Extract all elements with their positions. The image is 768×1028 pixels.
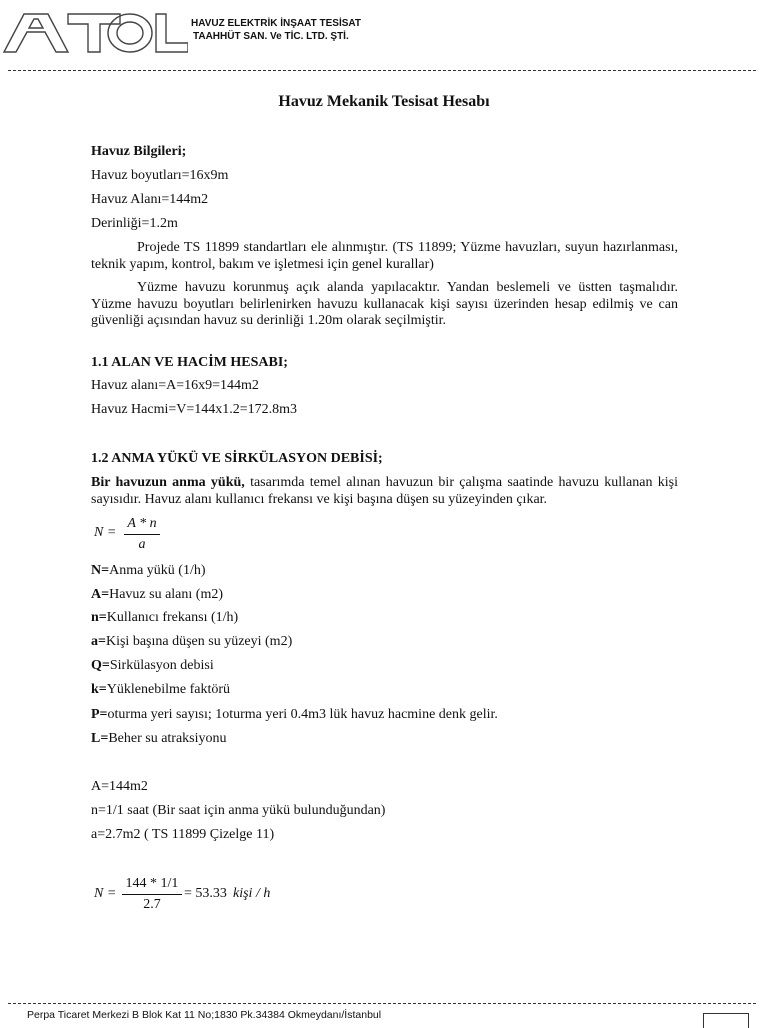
design-paragraph: Yüzme havuzu korunmuş açık alanda yapılacaktır. Yandan beslemeli ve üstten taşmalıdır. Yüzme havuzu boyutları belirlenirken havuzu kullanacak kişi sayısı üzerinden hesap edilmiş ve can güvenliği açısından havuz su derinliği 1.20m olarak seçilmiştir. [91,280,678,328]
nominal-load-formula [94,517,174,557]
formula-numerator: A * n [127,516,157,531]
company-name-line1: HAVUZ ELEKTRİK İNŞAAT TESİSAT [191,18,361,29]
page-number-box [703,1013,749,1028]
pool-depth: Derinliği=1.2m [91,216,178,231]
definition-text: Beher su atraksiyonu [108,731,227,746]
section-1-1-heading: 1.1 ALAN VE HACİM HESABI; [91,355,288,370]
given-value: n=1/1 saat (Bir saat için anma yükü bulunduğundan) [91,803,386,818]
definition-symbol: Q= [91,658,110,673]
pool-area: Havuz Alanı=144m2 [91,192,209,207]
formula-fraction [122,876,182,913]
formula-lhs: N = [94,886,117,901]
company-logo [2,10,188,59]
definition-symbol: N= [91,563,110,578]
document-title: Havuz Mekanik Tesisat Hesabı [278,93,490,110]
page-header [0,0,768,60]
section-1-2-heading: 1.2 ANMA YÜKÜ VE SİRKÜLASYON DEBİSİ; [91,451,383,466]
definition-item [91,707,498,723]
definition-symbol: L= [91,731,109,746]
definition-text: Sirkülasyon debisi [109,658,214,673]
formula-result: = 53.33 [184,886,227,901]
nominal-load-definition: tasarımda temel alınan havuzun bir çalışma saatinde havuzu kullanan kişi sayısıdır. Havuz alanı kullanıcı frekansı ve kişi başına düşen su yüzeyinden çıkar. [91,475,678,507]
definition-text: Havuz su alanı (m2) [109,587,224,602]
definition-text: Anma yükü (1/h) [109,563,206,578]
standards-paragraph: Projede TS 11899 standartları ele alınmıştır. (TS 11899; Yüzme havuzları, suyun hazırlanması, teknik yapım, kontrol, bakım ve işletmesi için genel kurallar) [91,240,678,272]
definition-item [91,658,214,674]
formula-numerator: 144 * 1/1 [125,876,179,891]
formula-result-unit: kişi / h [233,886,271,901]
formula-lhs: N = [94,525,117,540]
nominal-load-result-formula [94,877,314,919]
fraction-bar [124,534,160,535]
given-value: A=144m2 [91,779,148,794]
definition-symbol: A= [91,587,110,602]
pool-volume-calc: Havuz Hacmi=V=144x1.2=172.8m3 [91,402,298,417]
header-divider [8,70,756,71]
definition-text: Yüklenebilme faktörü [106,682,231,697]
definition-item [91,563,206,579]
company-name-line2: TAAHHÜT SAN. Ve TİC. LTD. ŞTİ. [193,31,349,42]
definition-symbol: P= [91,707,108,722]
given-value: a=2.7m2 ( TS 11899 Çizelge 11) [91,827,275,842]
definition-item [91,634,292,650]
nominal-load-term: Bir havuzun anma yükü, [91,475,245,490]
formula-fraction [124,516,160,553]
definition-text: Kullanıcı frekansı (1/h) [106,610,239,625]
definition-text: oturma yeri sayısı; 1oturma yeri 0.4m3 lük havuz hacmine denk gelir. [107,707,498,722]
pool-info-heading: Havuz Bilgileri; [91,144,187,159]
definition-symbol: k= [91,682,107,697]
definition-item [91,587,223,603]
definition-symbol: n= [91,610,107,625]
definition-symbol: a= [91,634,106,649]
definition-item [91,682,230,698]
company-name [191,17,361,43]
definition-item [91,610,238,626]
fraction-bar [122,894,182,895]
footer-divider [8,1003,756,1004]
definition-text: Kişi başına düşen su yüzeyi (m2) [105,634,293,649]
formula-denominator: 2.7 [143,897,161,912]
pool-area-calc: Havuz alanı=A=16x9=144m2 [91,378,259,393]
footer-address: Perpa Ticaret Merkezi B Blok Kat 11 No;1830 Pk.34384 Okmeydanı/İstanbul [27,1009,382,1021]
formula-denominator: a [138,537,146,552]
definition-item [91,731,227,747]
pool-dimensions: Havuz boyutları=16x9m [91,168,229,183]
nominal-load-paragraph [91,475,678,508]
